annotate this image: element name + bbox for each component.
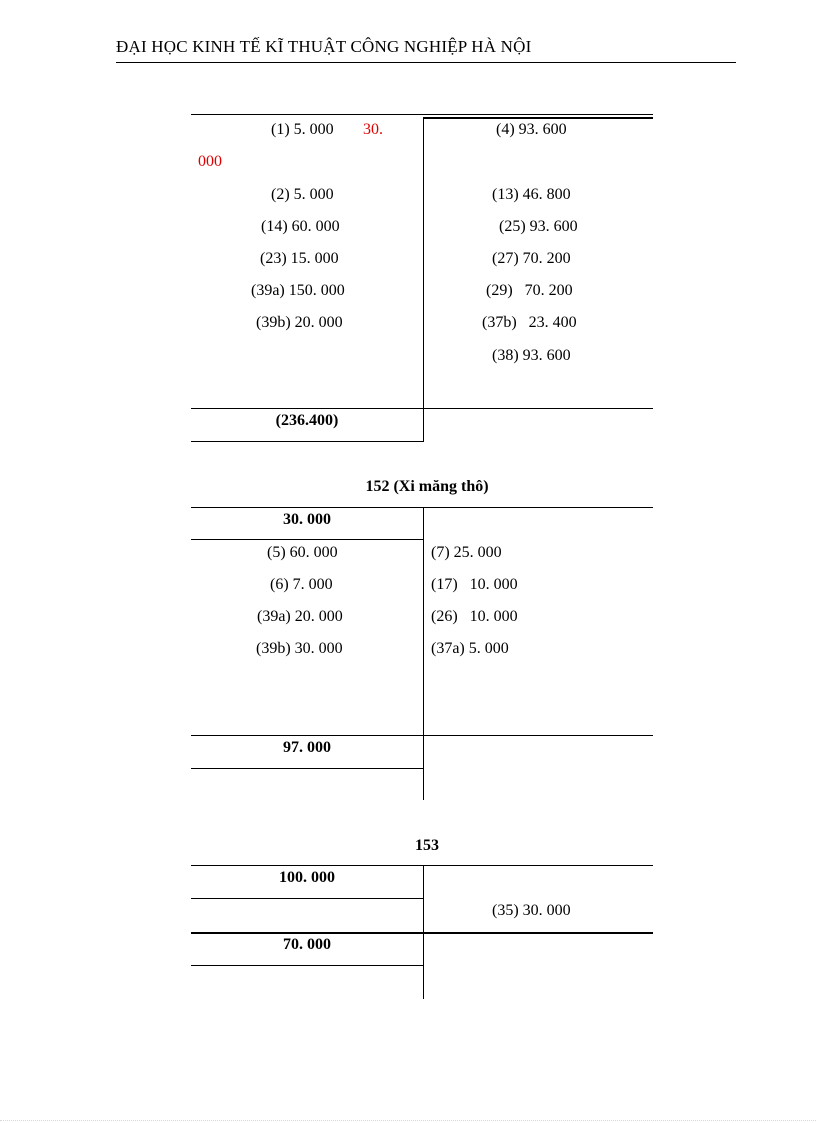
top-rule (191, 114, 653, 115)
debit-entry: (23) 15. 000 (260, 250, 339, 267)
closing-balance: 70. 000 (283, 936, 331, 953)
opening-balance: 100. 000 (279, 869, 335, 886)
credit-entry: (26) 10. 000 (431, 608, 518, 625)
debit-entry: (39b) 20. 000 (256, 314, 343, 331)
top-rule (191, 507, 653, 508)
header-rule (116, 62, 736, 63)
debit-entry: (2) 5. 000 (271, 186, 334, 203)
total-rule (191, 735, 653, 736)
credit-entry: (17) 10. 000 (431, 576, 518, 593)
t-divider (423, 117, 424, 442)
debit-entry: (14) 60. 000 (261, 218, 340, 235)
page-header: ĐẠI HỌC KINH TẾ KĨ THUẬT CÔNG NGHIỆP HÀ NỘI (116, 37, 532, 56)
debit-red-amount-cont: 000 (198, 153, 222, 170)
bottom-rule (191, 965, 424, 966)
account-title: 153 (415, 837, 439, 854)
bottom-rule (191, 768, 424, 769)
credit-entry: (29) 70. 200 (486, 282, 573, 299)
debit-entry: (39a) 150. 000 (251, 282, 345, 299)
opening-balance: 30. 000 (283, 511, 331, 528)
credit-entry: (38) 93. 600 (492, 347, 571, 364)
credit-entry: (4) 93. 600 (496, 121, 567, 138)
opening-rule (191, 539, 424, 540)
total-rule (191, 932, 653, 934)
credit-entry: (27) 70. 200 (492, 250, 571, 267)
closing-balance: 97. 000 (283, 739, 331, 756)
account-title: 152 (Xi măng thô) (365, 478, 489, 495)
opening-rule (191, 898, 424, 899)
top-rule-credit (424, 117, 653, 119)
debit-entry: (39b) 30. 000 (256, 640, 343, 657)
credit-entry: (35) 30. 000 (492, 902, 571, 919)
debit-entry: (1) 5. 000 (271, 121, 334, 138)
debit-entry: (39a) 20. 000 (257, 608, 343, 625)
top-rule (191, 865, 653, 866)
credit-entry: (7) 25. 000 (431, 544, 502, 561)
debit-entry: (5) 60. 000 (267, 544, 338, 561)
credit-entry: (37a) 5. 000 (431, 640, 509, 657)
balance-total: (236.400) (275, 412, 339, 429)
page-bottom-edge (0, 1120, 816, 1121)
debit-red-amount: 30. (363, 121, 383, 138)
credit-entry: (25) 93. 600 (499, 218, 578, 235)
debit-entry: (6) 7. 000 (270, 576, 333, 593)
credit-entry: (37b) 23. 400 (482, 314, 577, 331)
credit-entry: (13) 46. 800 (492, 186, 571, 203)
t-divider (423, 507, 424, 800)
bottom-rule (191, 441, 424, 442)
total-rule (191, 408, 653, 409)
